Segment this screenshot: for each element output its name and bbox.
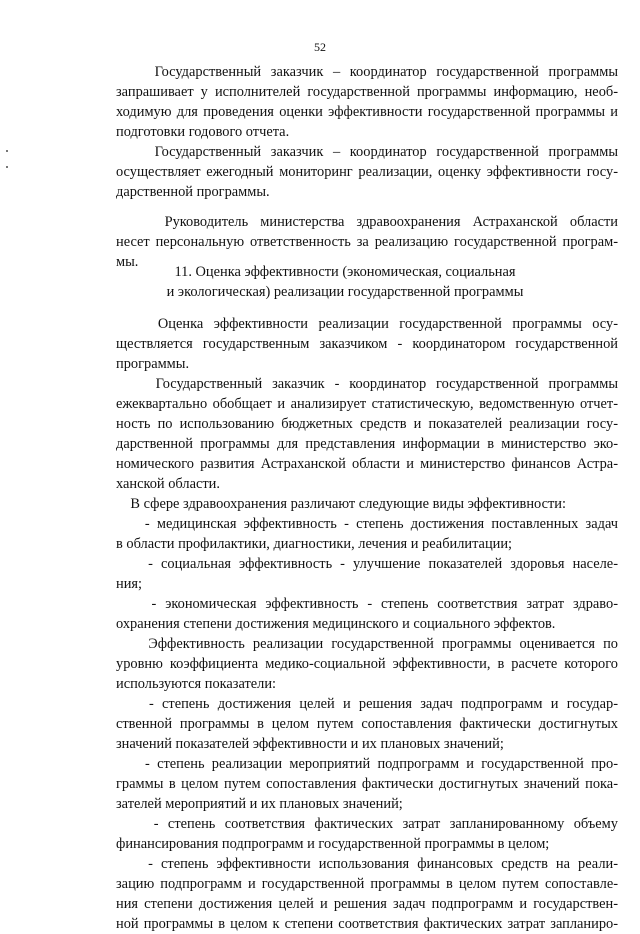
body-text-line: Государственный заказчик – координатор государственной программы xyxy=(116,64,618,80)
body-text-line: ния степени достижения целей и решения задач подпрограмм и государствен- xyxy=(116,896,618,912)
body-text-line: Государственный заказчик – координатор государственной программы xyxy=(116,144,618,160)
body-text-line: Руководитель министерства здравоохранения Астраханской области xyxy=(116,214,618,230)
body-text-line: охранения степени достижения медицинского и социального эффектов. xyxy=(116,616,556,632)
body-text-line: программы. xyxy=(116,356,190,372)
body-text-line: - медицинская эффективность - степень достижения поставленных задач xyxy=(116,516,618,532)
body-text-line: Эффективность реализации государственной программы оценивается по xyxy=(116,636,618,652)
body-text-line: в области профилактики, диагностики, лечения и реабилитации; xyxy=(116,536,513,552)
body-text-line: ществляется государственным заказчиком - координатором государственной xyxy=(116,336,618,352)
body-text-line: зателей мероприятий и их плановых значений; xyxy=(116,796,403,812)
body-text-line: значений показателей эффективности и их плановых значений; xyxy=(116,736,504,752)
body-text-line: - степень эффективности использования финансовых средств на реали- xyxy=(116,856,618,872)
body-text-line: несет персональную ответственность за реализацию государственной програм- xyxy=(116,234,618,250)
body-text-line: уровню коэффициента медико-социальной эффективности, в расчете которого xyxy=(116,656,618,672)
body-text-line: используются показатели: xyxy=(116,676,277,692)
body-text-line: ежеквартально обобщает и анализирует статистическую, ведомственную отчет- xyxy=(116,396,618,412)
section-heading-line: 11. Оценка эффективности (экономическая, социальная xyxy=(174,264,516,280)
body-text-line: мы. xyxy=(116,254,139,270)
body-text-line: подготовки годового отчета. xyxy=(116,124,290,140)
body-text-line: ственной программы в целом путем сопоставления фактически достигнутых xyxy=(116,716,618,732)
body-text-line: - степень реализации мероприятий подпрограмм и государственной про- xyxy=(116,756,618,772)
body-text-line: ния; xyxy=(116,576,143,592)
body-text-line: запрашивает у исполнителей государственной программы информацию, необ- xyxy=(116,84,618,100)
body-text-line: ханской области. xyxy=(116,476,220,492)
body-text-line: ность по использованию бюджетных средств и показателей реализации госу- xyxy=(116,416,618,432)
body-text-line: ной программы в целом к степени соответствия фактических затрат запланиро- xyxy=(116,916,618,932)
body-text-line: дарственной программы. xyxy=(116,184,270,200)
body-text-line: - степень достижения целей и решения задач подпрограмм и государ- xyxy=(116,696,618,712)
page-number: 52 xyxy=(314,40,326,54)
body-text-line: - социальная эффективность - улучшение показателей здоровья населе- xyxy=(116,556,618,572)
section-heading-line: и экологическая) реализации государственной программы xyxy=(166,284,524,300)
body-text-line: Государственный заказчик - координатор государственной программы xyxy=(116,376,618,392)
body-text-line: - экономическая эффективность - степень соответствия затрат здраво- xyxy=(116,596,618,612)
body-text-line: осуществляет ежегодный мониторинг реализации, оценку эффективности госу- xyxy=(116,164,618,180)
body-text-line: номического развития Астраханской области и министерство финансов Астра- xyxy=(116,456,618,472)
body-text-line: зацию подпрограмм и государственной программы в целом путем сопоставле- xyxy=(116,876,618,892)
scan-mark xyxy=(6,166,8,168)
body-text-line: финансирования подпрограмм и государственной программы в целом; xyxy=(116,836,550,852)
body-text-line: Оценка эффективности реализации государственной программы осу- xyxy=(116,316,618,332)
body-text-line: граммы в целом путем сопоставления фактически достигнутых значений пока- xyxy=(116,776,618,792)
scan-mark xyxy=(6,150,8,152)
body-text-line: дарственной программы для представления информации в министерство эко- xyxy=(116,436,618,452)
body-text-line: В сфере здравоохранения различают следующие виды эффективности: xyxy=(116,496,566,512)
body-text-line: ходимую для проведения оценки эффективности государственной программы и xyxy=(116,104,618,120)
body-text-line: - степень соответствия фактических затрат запланированному объему xyxy=(116,816,618,832)
